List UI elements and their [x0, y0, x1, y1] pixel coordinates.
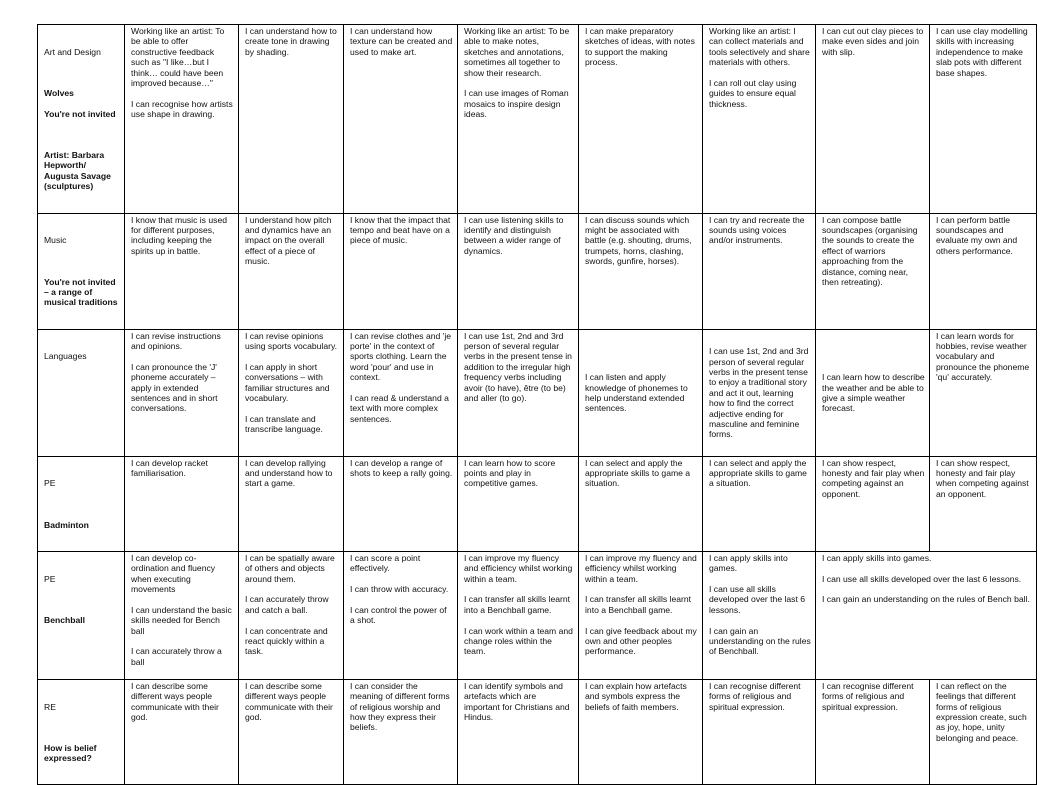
- subject-artist: Artist: Barbara Hepworth/ Augusta Savage (sculptures): [44, 150, 114, 192]
- subject-name: Languages: [44, 351, 87, 362]
- table-cell: I can apply skills into games. I can use all skills developed over the last 6 lessons. I can gain an understanding on the rules of Benchball.: [703, 551, 816, 679]
- subject-name: RE: [44, 701, 56, 712]
- table-cell: I can perform battle soundscapes and evaluate my own and others performance.: [930, 213, 1037, 329]
- table-cell: I know that music is used for different purposes, including keeping the spirits up in battle.: [125, 213, 239, 329]
- table-cell: I can describe some different ways people communicate with their god.: [239, 679, 344, 785]
- table-cell: I know that the impact that tempo and beat have on a piece of music.: [344, 213, 458, 329]
- table-cell: I can show respect, honesty and fair play when competing against an opponent.: [816, 456, 930, 551]
- table-row-languages: [38, 329, 1037, 456]
- subject-title: Benchball: [44, 614, 86, 625]
- subject-name: PE: [44, 573, 56, 584]
- subject-cell: [38, 679, 125, 785]
- table-cell: I understand how pitch and dynamics have an impact on the overall effect of a piece of music.: [239, 213, 344, 329]
- subject-title: How is belief expressed?: [44, 742, 99, 764]
- subject-cell: [38, 25, 125, 214]
- table-cell: I can score a point effectively. I can throw with accuracy. I can control the power of a shot.: [344, 551, 458, 679]
- table-cell: I can use 1st, 2nd and 3rd person of several regular verbs in the present tense in addition to the irregular high frequency verbs including avoir (to have), être (to be) and aller (to go).: [458, 329, 579, 456]
- table-cell: I can understand how to create tone in drawing by shading.: [239, 25, 344, 214]
- subject-title: Wolves You're not invited: [44, 88, 116, 119]
- table-row-music: [38, 213, 1037, 329]
- table-cell: I can try and recreate the sounds using voices and/or instruments.: [703, 213, 816, 329]
- table-cell: I can use listening skills to identify and distinguish between a wider range of dynamics.: [458, 213, 579, 329]
- table-cell: I can identify symbols and artefacts which are important for Christians and Hindus.: [458, 679, 579, 785]
- subject-cell: [38, 213, 125, 329]
- table-cell: I can learn how to score points and play in competitive games.: [458, 456, 579, 551]
- table-cell: I can select and apply the appropriate skills to game a situation.: [579, 456, 703, 551]
- subject-cell: [38, 329, 125, 456]
- table-row-pe-badminton: [38, 456, 1037, 551]
- table-cell: Working like an artist: To be able to offer constructive feedback such as "I like…but I think… could have been improved because…" I can recognise how artists use shape in drawing.: [125, 25, 239, 214]
- subject-cell: [38, 456, 125, 551]
- table-cell: Working like an artist: To be able to make notes, sketches and annotations, sometimes all together to show their research. I can use images of Roman mosaics to inspire design ideas.: [458, 25, 579, 214]
- table-cell: I can improve my fluency and efficiency whilst working within a team. I can transfer all skills learnt into a Benchball game. I can work within a team and change roles within the team.: [458, 551, 579, 679]
- table-row-art: [38, 25, 1037, 214]
- table-row-re: [38, 679, 1037, 785]
- table-cell: I can develop a range of shots to keep a rally going.: [344, 456, 458, 551]
- table-cell: I can recognise different forms of religious and spiritual expression.: [703, 679, 816, 785]
- table-cell: I can select and apply the appropriate skills to game a situation.: [703, 456, 816, 551]
- table-cell: I can explain how artefacts and symbols express the beliefs of faith members.: [579, 679, 703, 785]
- table-cell: I can cut out clay pieces to make even sides and join with slip.: [816, 25, 930, 214]
- table-cell: I can listen and apply knowledge of phonemes to help understand extended sentences.: [579, 329, 703, 456]
- table-row-pe-benchball: [38, 551, 1037, 679]
- subject-name: Art and Design: [44, 46, 101, 57]
- table-cell: I can be spatially aware of others and objects around them. I can accurately throw and catch a ball. I can concentrate and react quickly within a task.: [239, 551, 344, 679]
- table-cell: I can make preparatory sketches of ideas, with notes to support the making process.: [579, 25, 703, 214]
- table-cell: Working like an artist: I can collect materials and tools selectively and share materials with others. I can roll out clay using guides to ensure equal thickness.: [703, 25, 816, 214]
- table-cell: I can revise opinions using sports vocabulary. I can apply in short conversations – with familiar structures and vocabulary. I can translate and transcribe language.: [239, 329, 344, 456]
- subject-name: PE: [44, 478, 56, 489]
- table-cell: I can recognise different forms of religious and spiritual expression.: [816, 679, 930, 785]
- table-cell: I can consider the meaning of different forms of religious worship and how they express their beliefs.: [344, 679, 458, 785]
- table-cell: I can use clay modelling skills with increasing independence to make slab pots with different base shapes.: [930, 25, 1037, 214]
- subject-cell: [38, 551, 125, 679]
- table-cell: I can show respect, honesty and fair play when competing against an opponent.: [930, 456, 1037, 551]
- subject-title: You're not invited – a range of musical traditions: [44, 276, 118, 308]
- table-cell: I can improve my fluency and efficiency whilst working within a team. I can transfer all skills learnt into a Benchball game. I can give feedback about my own and other peoples performance.: [579, 551, 703, 679]
- table-cell: I can develop rallying and understand how to start a game.: [239, 456, 344, 551]
- table-cell: I can learn words for hobbies, revise weather vocabulary and pronounce the phoneme 'qu' accurately.: [930, 329, 1037, 456]
- curriculum-table: [37, 24, 1037, 785]
- table-cell: I can revise clothes and 'je porte' in the context of sports clothing. Learn the word 'pour' and use in context. I can read & understand a text with more complex sentences.: [344, 329, 458, 456]
- subject-title: Badminton: [44, 519, 89, 530]
- subject-name: Music: [44, 235, 67, 246]
- table-cell: I can compose battle soundscapes (organising the sounds to create the effect of warriors approaching from the distance, coming near, then retreating).: [816, 213, 930, 329]
- table-cell: I can develop racket familiarisation.: [125, 456, 239, 551]
- table-cell: I can learn how to describe the weather and be able to give a simple weather forecast.: [816, 329, 930, 456]
- table-cell: I can use 1st, 2nd and 3rd person of several regular verbs in the present tense to enjoy a traditional story and act it out, learning how to find the correct adjective ending for masculine and feminine forms.: [703, 329, 816, 456]
- table-cell: I can revise instructions and opinions. I can pronounce the 'J' phoneme accurately – apply in extended sentences and in short conversations.: [125, 329, 239, 456]
- table-cell: I can describe some different ways people communicate with their god.: [125, 679, 239, 785]
- table-cell: I can reflect on the feelings that different forms of religious expression create, such as joy, hope, unity belonging and peace.: [930, 679, 1037, 785]
- table-cell: I can discuss sounds which might be associated with battle (e.g. shouting, drums, trumpets, horns, clashing, swords, gunfire, horses).: [579, 213, 703, 329]
- table-cell: I can develop co-ordination and fluency when executing movements I can understand the basic skills needed for Bench ball I can accurately throw a ball: [125, 551, 239, 679]
- table-cell-merged: I can apply skills into games. I can use all skills developed over the last 6 lessons. I can gain an understanding on the rules of Bench ball.: [816, 551, 1037, 679]
- table-cell: I can understand how texture can be created and used to make art.: [344, 25, 458, 214]
